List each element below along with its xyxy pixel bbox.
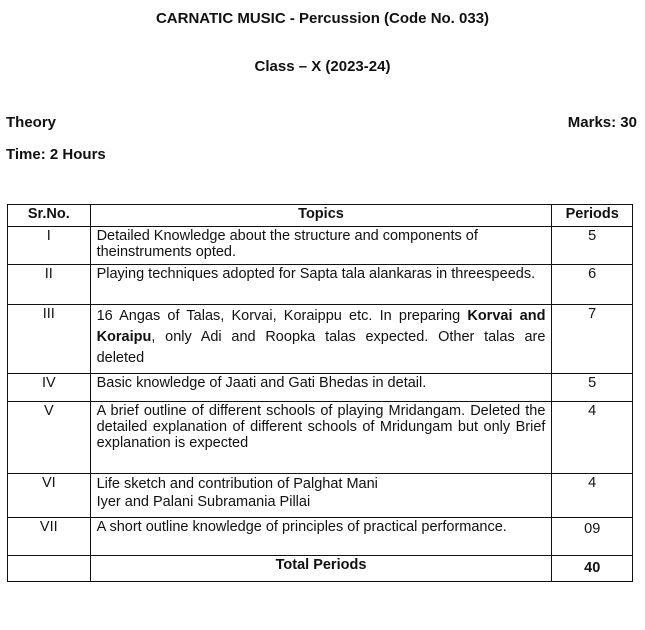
row-periods: 5 (552, 374, 633, 402)
row-topic-line: Life sketch and contribution of Palghat Mani (96, 476, 378, 492)
table-row (8, 227, 633, 265)
theory-label: Theory (6, 114, 57, 131)
row-sr-no: I (8, 227, 91, 265)
row-topic-text (97, 306, 546, 369)
row-topic-line: Iyer and Palani Subramania Pillai (96, 494, 311, 510)
row-topic (90, 474, 552, 518)
row-topic: Detailed Knowledge about the structure and components of theinstruments opted. (90, 227, 552, 265)
row-periods: 4 (552, 402, 633, 474)
row-sr-no: V (8, 402, 91, 474)
row-topic-post: , only Adi and Roopka talas expected. Other talas are deleted (96, 329, 546, 366)
class-subtitle: Class – X (2023-24) (254, 58, 391, 75)
syllabus-table (7, 204, 633, 582)
total-empty-cell (8, 556, 91, 582)
time-label: Time: 2 Hours (6, 146, 106, 163)
table-row (8, 474, 633, 518)
row-topic: Basic knowledge of Jaati and Gati Bhedas in detail. (90, 374, 552, 402)
total-periods-label: Total Periods (90, 556, 552, 582)
row-topic: A brief outline of different schools of playing Mridangam. Deleted the detailed explanation of different schools of Mridungam but only Brief explanation is expected (90, 402, 552, 474)
table-header-row (8, 205, 633, 227)
row-periods: 09 (552, 518, 633, 556)
table-row (8, 402, 633, 474)
row-topic-bold: Korvai and Koraipu (96, 308, 546, 345)
table-row (8, 518, 633, 556)
row-periods: 7 (552, 305, 633, 374)
periods-header: Periods (552, 205, 633, 227)
marks-label: Marks: 30 (567, 114, 637, 131)
row-periods: 4 (552, 474, 633, 518)
document-title: CARNATIC MUSIC - Percussion (Code No. 033) (155, 10, 490, 27)
row-topic: A short outline knowledge of principles of practical performance. (90, 518, 552, 556)
table-row (8, 374, 633, 402)
row-sr-no: VI (8, 474, 91, 518)
row-topic (90, 305, 552, 374)
table-row (8, 305, 633, 374)
row-topic-pre: 16 Angas of Talas, Korvai, Koraippu etc. In preparing (96, 308, 468, 324)
total-periods-value: 40 (552, 556, 633, 582)
row-periods: 6 (552, 265, 633, 305)
row-sr-no: II (8, 265, 91, 305)
topics-header: Topics (90, 205, 552, 227)
total-row (8, 556, 633, 582)
table-row (8, 265, 633, 305)
row-sr-no: VII (8, 518, 91, 556)
row-periods: 5 (552, 227, 633, 265)
row-sr-no: IV (8, 374, 91, 402)
row-sr-no: III (8, 305, 91, 374)
row-topic: Playing techniques adopted for Sapta tala alankaras in threespeeds. (90, 265, 552, 305)
sr-no-header: Sr.No. (8, 205, 91, 227)
